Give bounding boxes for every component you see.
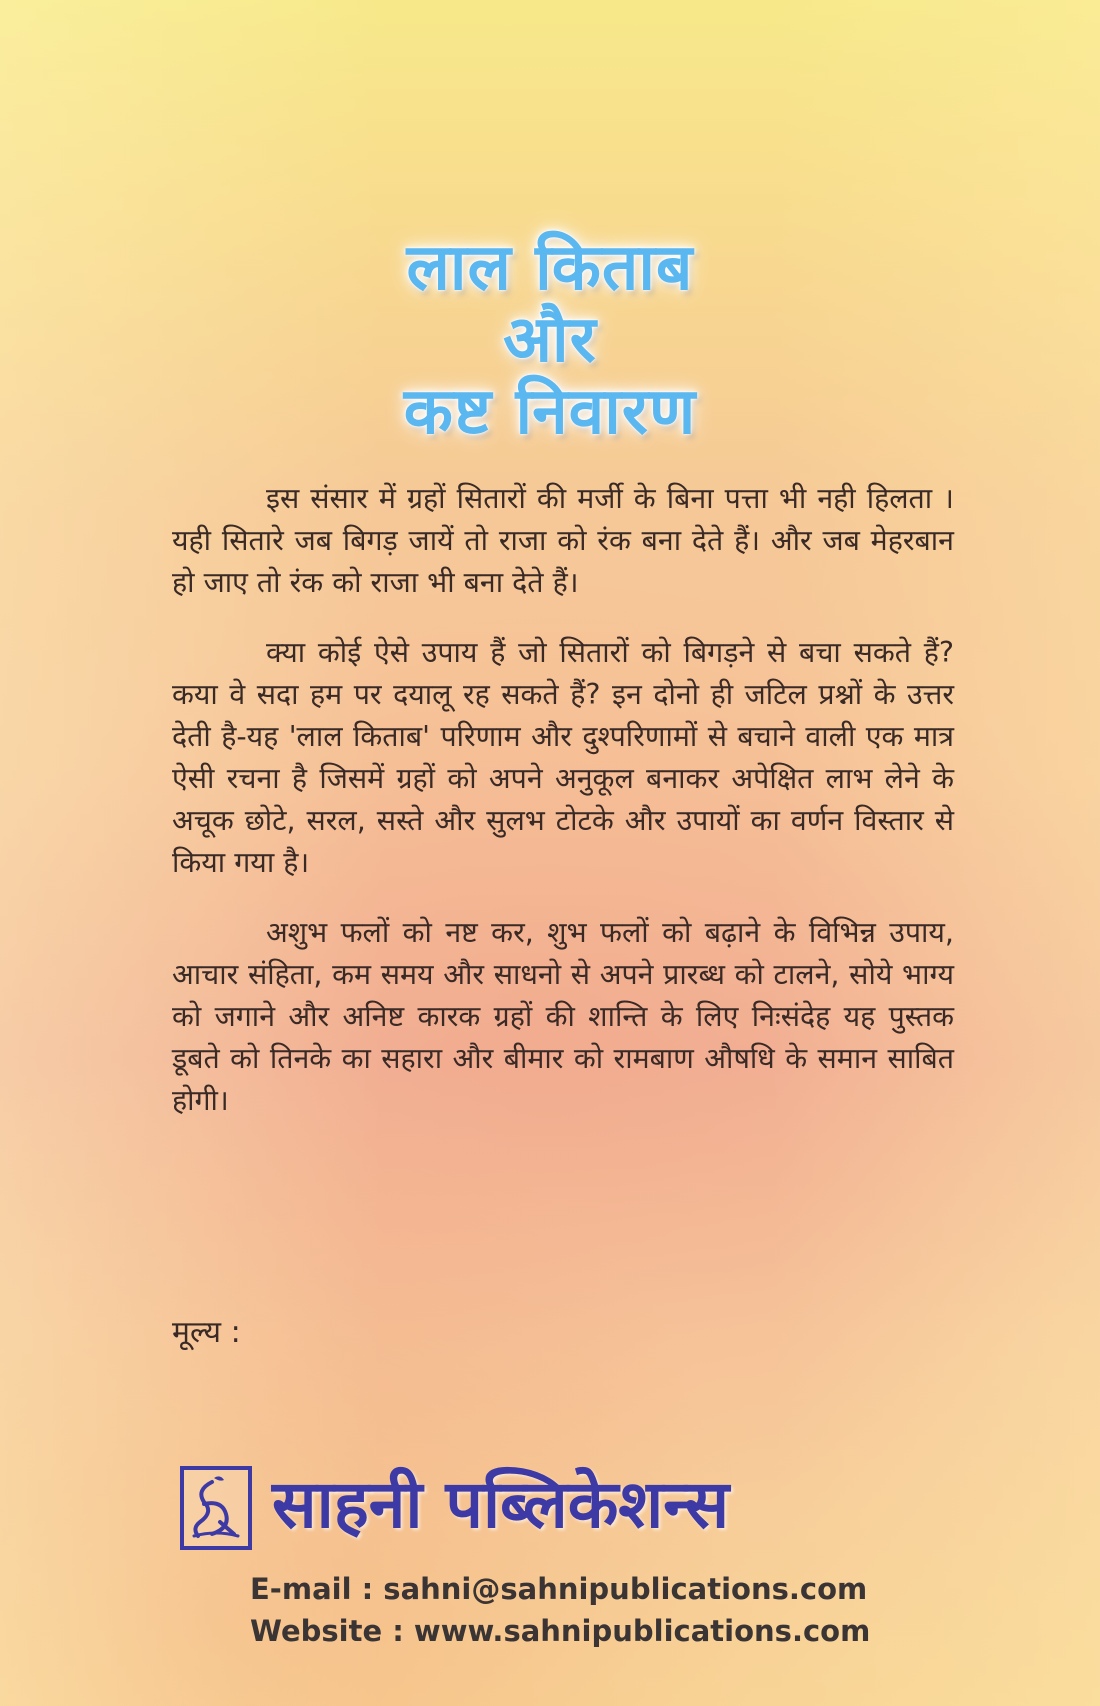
publisher-name: साहनी पब्लिकेशन्स — [272, 1466, 730, 1543]
publisher-logo-icon — [180, 1466, 252, 1550]
title-line-2: और — [503, 303, 597, 377]
title-line-1: लाल किताब — [406, 231, 694, 305]
book-title — [0, 232, 1100, 448]
publisher-block — [180, 1466, 880, 1556]
contact-website: Website : www.sahnipublications.com — [250, 1614, 871, 1648]
blurb-paragraph-3: अशुभ फलों को नष्ट कर, शुभ फलों को बढ़ाने के विभिन्न उपाय, आचार संहिता, कम समय और साधनो से अपने प्रारब्ध को टालने, सोये भाग्य को जगाने और अनिष्ट कारक ग्रहों की शान्ति के लिए निःसंदेह यह पुस्तक डूबते को तिनके का सहारा और बीमार को रामबाण औषधि के समान साबित होगी। — [172, 916, 954, 1117]
contact-email: E-mail : sahni@sahnipublications.com — [250, 1572, 868, 1606]
blurb-paragraph-2: क्या कोई ऐसे उपाय हैं जो सितारों को बिगड़ने से बचा सकते हैं? कया वे सदा हम पर दयालू रह सकते हैं? इन दोनो ही जटिल प्रश्नों के उत्तर देती है-यह 'लाल किताब' परिणाम और दुश्परिणामों से बचाने वाली एक मात्र ऐसी रचना है जिसमें ग्रहों को अपने अनुकूल बनाकर अपेक्षित लाभ लेने के अचूक छोटे, सरल, सस्ते और सुलभ टोटके और उपायों का वर्णन विस्तार से किया गया है। — [172, 636, 954, 879]
price-label: मूल्य : — [172, 1315, 241, 1350]
title-line-3: कष्ट निवारण — [403, 375, 697, 449]
blurb-paragraph-1: इस संसार में ग्रहों सितारों की मर्जी के बिना पत्ता भी नही हिलता । यही सितारे जब बिगड़ जायें तो राजा को रंक बना देते हैं। और जब मेहरबान हो जाए तो रंक को राजा भी बना देते हैं। — [172, 482, 954, 599]
contact-info — [250, 1568, 950, 1652]
blurb-text — [172, 478, 954, 1150]
